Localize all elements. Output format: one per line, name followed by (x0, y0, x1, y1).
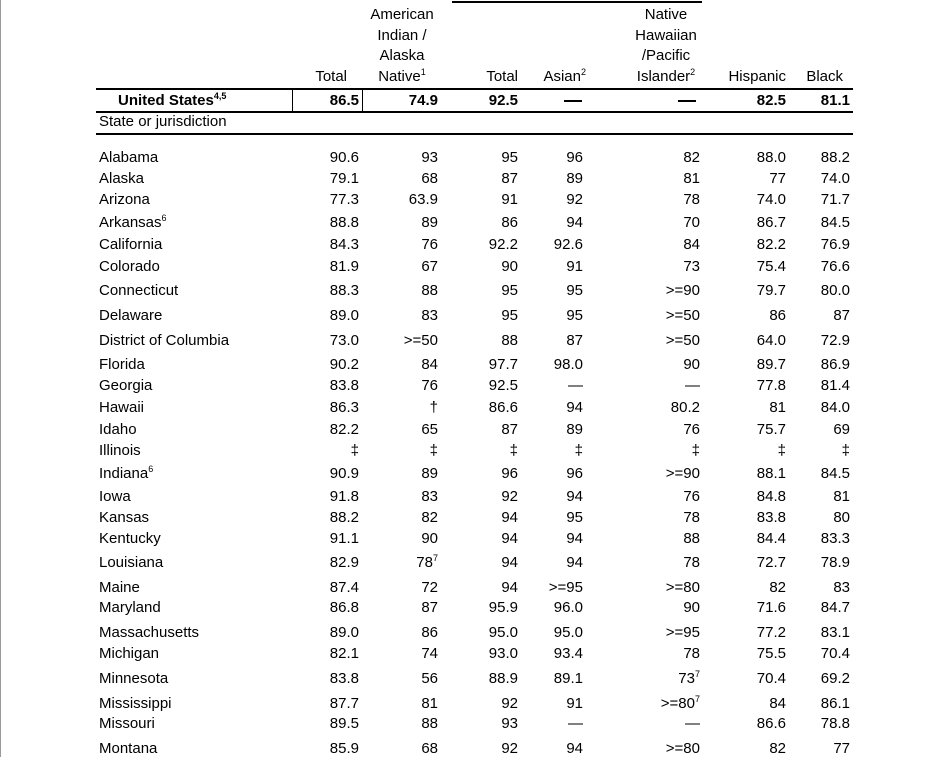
cell-asian: 93.4 (553, 645, 583, 662)
cell-black: 80 (833, 509, 850, 526)
cell-asian: >=95 (548, 579, 583, 596)
cell-total2: 86.6 (488, 399, 518, 416)
header-nhpi-line1: Native (644, 6, 688, 23)
cell-total2: 92.5 (488, 377, 518, 394)
cell-black: 81.4 (820, 377, 850, 394)
state-name: Florida (99, 356, 145, 373)
cell-total: 89.0 (329, 624, 359, 641)
cell-aian: 82 (421, 509, 438, 526)
state-name: Hawaii (99, 399, 145, 416)
cell-nhpi: 81 (683, 170, 700, 187)
us-row-nhpi (670, 92, 704, 110)
cell-black: 84.5 (820, 214, 850, 231)
state-name: Georgia (99, 377, 153, 394)
cell-black: 69.2 (820, 670, 850, 687)
cell-total2: 92 (501, 488, 518, 505)
cell-nhpi: 78 (683, 554, 700, 571)
cell-aian: 87 (421, 599, 438, 616)
cell-black: 71.7 (820, 191, 850, 208)
header-aian-line4: Native$^1$ (378, 66, 426, 85)
header-aian-line3: Alaska (379, 47, 425, 64)
cell-hispanic: 82 (769, 740, 786, 757)
cell-black: 88.2 (820, 149, 850, 166)
cell-asian: — (568, 715, 583, 732)
cell-aian: 88 (421, 715, 438, 732)
cell-total2: 87 (501, 421, 518, 438)
cell-total2: ‡ (509, 442, 518, 459)
state-name: Indiana$^6$ (99, 464, 154, 482)
section-label: State or jurisdiction (99, 113, 227, 130)
cell-aian: 76 (421, 236, 438, 253)
cell-black: 84.5 (820, 465, 850, 482)
cell-aian: 89 (421, 214, 438, 231)
cell-nhpi: 88 (683, 530, 700, 547)
us-row-nhpi-dash (678, 100, 696, 102)
cell-total2: 94 (501, 509, 518, 526)
cell-total2: 90 (501, 258, 518, 275)
cell-aian: >=50 (403, 332, 438, 349)
us-row-label: United States$^{4,5}$ (118, 91, 227, 109)
cell-hispanic: 84 (769, 695, 786, 712)
cell-hispanic: 74.0 (756, 191, 786, 208)
cell-total: 87.7 (329, 695, 359, 712)
cell-asian: 96 (566, 149, 583, 166)
state-name: Maryland (99, 599, 161, 616)
header-black-label: Black (806, 68, 843, 85)
cell-total: 90.6 (329, 149, 359, 166)
cell-aian: 81 (421, 695, 438, 712)
cell-hispanic: 70.4 (756, 670, 786, 687)
cell-total: 90.2 (329, 356, 359, 373)
cell-hispanic: 88.1 (756, 465, 786, 482)
us-row-total: 86.5 (329, 92, 359, 109)
cell-black: ‡ (841, 442, 850, 459)
cell-total2: 95 (501, 307, 518, 324)
cell-aian: 83 (421, 307, 438, 324)
state-name: Kentucky (99, 530, 161, 547)
state-name: Illinois (99, 442, 141, 459)
cell-hispanic: 71.6 (756, 599, 786, 616)
cell-aian: 63.9 (408, 191, 438, 208)
cell-hispanic: 82.2 (756, 236, 786, 253)
state-name: Maine (99, 579, 140, 596)
header-aian-line1: American (370, 6, 434, 23)
header-asian: Asian$^2$ (543, 67, 586, 85)
cell-nhpi: — (685, 377, 700, 394)
cell-asian: 95 (566, 282, 583, 299)
header-hispanic-label: Hispanic (728, 68, 786, 85)
state-name: Arizona (99, 191, 150, 208)
cell-hispanic: 77.2 (756, 624, 786, 641)
state-name: Kansas (99, 509, 150, 526)
cell-nhpi: 78 (683, 645, 700, 662)
us-row-divider-2 (362, 89, 363, 112)
cell-black: 86.1 (820, 695, 850, 712)
cell-total2: 95.0 (488, 624, 518, 641)
cell-total2: 88 (501, 332, 518, 349)
cell-aian: ‡ (429, 442, 438, 459)
cell-hispanic: 81 (769, 399, 786, 416)
header-nhpi-line3: /Pacific (641, 47, 691, 64)
state-name: Arkansas$^6$ (99, 213, 167, 231)
left-border (0, 0, 1, 757)
cell-aian: 93 (421, 149, 438, 166)
cell-nhpi: >=90 (665, 465, 700, 482)
header-nhpi-line2: Hawaiian (635, 26, 697, 44)
state-name: Alabama (99, 149, 159, 166)
header-asian-label: Asian (543, 68, 581, 85)
cell-hispanic: 64.0 (756, 332, 786, 349)
cell-aian: 65 (421, 421, 438, 438)
cell-total2: 87 (501, 170, 518, 187)
cell-asian: 91 (566, 695, 583, 712)
us-row-total2: 92.5 (488, 92, 518, 109)
cell-total: 87.4 (329, 579, 359, 596)
header-aian (352, 5, 452, 87)
header-total-label: Total (315, 68, 347, 85)
cell-aian: 67 (421, 258, 438, 275)
cell-nhpi: 82 (683, 149, 700, 166)
cell-hispanic: 86 (769, 307, 786, 324)
state-name: Iowa (99, 488, 131, 505)
cell-black: 72.9 (820, 332, 850, 349)
header-total (300, 67, 347, 88)
cell-asian: 94 (566, 399, 583, 416)
cell-asian: 89 (566, 170, 583, 187)
header-black (790, 67, 843, 88)
state-name: Mississippi (99, 695, 172, 712)
cell-total: 84.3 (329, 236, 359, 253)
cell-aian: 84 (421, 356, 438, 373)
cell-aian: 74 (421, 645, 438, 662)
us-row-black: 81.1 (820, 92, 850, 109)
cell-total2: 93.0 (488, 645, 518, 662)
cell-total: 85.9 (329, 740, 359, 757)
cell-black: 70.4 (820, 645, 850, 662)
cell-total: 83.8 (329, 670, 359, 687)
cell-total2: 86 (501, 214, 518, 231)
cell-nhpi: 73 (683, 258, 700, 275)
cell-total2: 93 (501, 715, 518, 732)
cell-total: 88.8 (329, 214, 359, 231)
group-top-rule (452, 1, 702, 3)
cell-hispanic: 84.8 (756, 488, 786, 505)
us-row-top-rule (96, 88, 853, 90)
state-name: Colorado (99, 258, 160, 275)
cell-total2: 92.2 (488, 236, 518, 253)
us-row-hispanic: 82.5 (756, 92, 786, 109)
cell-hispanic: 89.7 (756, 356, 786, 373)
state-name: District of Columbia (99, 332, 230, 349)
cell-asian: 95 (566, 509, 583, 526)
cell-total2: 94 (501, 530, 518, 547)
cell-asian: 94 (566, 214, 583, 231)
cell-asian: 96 (566, 465, 583, 482)
cell-black: 83.1 (820, 624, 850, 641)
cell-aian: 76 (421, 377, 438, 394)
header-total2 (470, 67, 518, 88)
us-row-asian-dash (564, 100, 582, 102)
section-rule (96, 133, 853, 135)
us-row-aian: 74.9 (408, 92, 438, 109)
cell-total: 90.9 (329, 465, 359, 482)
header-nhpi-line4: Islander$^2$ (636, 66, 696, 85)
cell-asian: 96.0 (553, 599, 583, 616)
state-name: Michigan (99, 645, 160, 662)
cell-total: 86.8 (329, 599, 359, 616)
cell-total: 89.0 (329, 307, 359, 324)
cell-total2: 97.7 (488, 356, 518, 373)
state-name: Idaho (99, 421, 137, 438)
header-hispanic (712, 67, 786, 88)
cell-black: 78.8 (820, 715, 850, 732)
cell-total: 88.2 (329, 509, 359, 526)
cell-aian: 83 (421, 488, 438, 505)
cell-asian: 89 (566, 421, 583, 438)
cell-hispanic: 75.4 (756, 258, 786, 275)
cell-black: 80.0 (820, 282, 850, 299)
cell-total2: 92 (501, 695, 518, 712)
cell-black: 83 (833, 579, 850, 596)
cell-black: 69 (833, 421, 850, 438)
cell-nhpi: 90 (683, 599, 700, 616)
cell-nhpi: >=90 (665, 282, 700, 299)
cell-asian: 95.0 (553, 624, 583, 641)
cell-hispanic: ‡ (777, 442, 786, 459)
cell-asian: 92.6 (553, 236, 583, 253)
cell-total2: 88.9 (488, 670, 518, 687)
cell-nhpi: 90 (683, 356, 700, 373)
cell-total: 79.1 (329, 170, 359, 187)
cell-asian: 98.0 (553, 356, 583, 373)
state-name: Connecticut (99, 282, 179, 299)
cell-aian: 86 (421, 624, 438, 641)
us-row-asian (556, 92, 590, 110)
cell-total2: 96 (501, 465, 518, 482)
cell-black: 81 (833, 488, 850, 505)
cell-black: 77 (833, 740, 850, 757)
header-aian-line2: Indian / (377, 26, 427, 44)
cell-aian: 89 (421, 465, 438, 482)
cell-hispanic: 82 (769, 579, 786, 596)
cell-hispanic: 72.7 (756, 554, 786, 571)
cell-nhpi: $73^7$ (678, 669, 700, 687)
cell-hispanic: 88.0 (756, 149, 786, 166)
cell-total: 77.3 (329, 191, 359, 208)
cell-nhpi: 80.2 (670, 399, 700, 416)
cell-aian: 68 (421, 170, 438, 187)
cell-total: 91.1 (329, 530, 359, 547)
cell-asian: 95 (566, 307, 583, 324)
cell-total: 82.1 (329, 645, 359, 662)
cell-black: 83.3 (820, 530, 850, 547)
cell-nhpi: 76 (683, 488, 700, 505)
cell-nhpi: 78 (683, 509, 700, 526)
cell-aian: 68 (421, 740, 438, 757)
state-name: Delaware (99, 307, 163, 324)
cell-total: 73.0 (329, 332, 359, 349)
cell-total2: 95 (501, 282, 518, 299)
cell-aian: $78^7$ (416, 553, 438, 571)
cell-nhpi: — (685, 715, 700, 732)
cell-hispanic: 84.4 (756, 530, 786, 547)
cell-hispanic: 83.8 (756, 509, 786, 526)
cell-nhpi: >=80 (665, 740, 700, 757)
cell-asian: 94 (566, 740, 583, 757)
cell-total: 86.3 (329, 399, 359, 416)
cell-black: 86.9 (820, 356, 850, 373)
cell-total: 83.8 (329, 377, 359, 394)
cell-black: 78.9 (820, 554, 850, 571)
cell-asian: — (568, 377, 583, 394)
cell-black: 74.0 (820, 170, 850, 187)
cell-total: 82.9 (329, 554, 359, 571)
cell-nhpi: >=50 (665, 332, 700, 349)
cell-asian: 94 (566, 488, 583, 505)
cell-total2: 92 (501, 740, 518, 757)
cell-black: 87 (833, 307, 850, 324)
cell-asian: 91 (566, 258, 583, 275)
header-nhpi (616, 5, 716, 87)
cell-nhpi: ‡ (691, 442, 700, 459)
cell-total: 81.9 (329, 258, 359, 275)
cell-hispanic: 77 (769, 170, 786, 187)
cell-aian: 72 (421, 579, 438, 596)
cell-total: 82.2 (329, 421, 359, 438)
cell-asian: 94 (566, 530, 583, 547)
cell-nhpi: 76 (683, 421, 700, 438)
cell-black: 84.0 (820, 399, 850, 416)
cell-total2: 94 (501, 579, 518, 596)
cell-nhpi: >=50 (665, 307, 700, 324)
cell-hispanic: 75.7 (756, 421, 786, 438)
cell-total: ‡ (350, 442, 359, 459)
cell-total2: 91 (501, 191, 518, 208)
us-row-divider-1 (292, 89, 293, 112)
cell-hispanic: 75.5 (756, 645, 786, 662)
cell-hispanic: 86.7 (756, 214, 786, 231)
state-name: California (99, 236, 163, 253)
cell-aian: † (429, 399, 438, 416)
state-name: Massachusetts (99, 624, 200, 641)
cell-aian: 90 (421, 530, 438, 547)
cell-total2: 95.9 (488, 599, 518, 616)
cell-asian: 92 (566, 191, 583, 208)
cell-nhpi: >=95 (665, 624, 700, 641)
header-total2-label: Total (486, 68, 518, 85)
cell-aian: 88 (421, 282, 438, 299)
cell-nhpi: 70 (683, 214, 700, 231)
cell-total: 89.5 (329, 715, 359, 732)
cell-total2: 94 (501, 554, 518, 571)
state-name: Louisiana (99, 554, 164, 571)
cell-black: 84.7 (820, 599, 850, 616)
state-name: Minnesota (99, 670, 169, 687)
cell-total: 91.8 (329, 488, 359, 505)
state-name: Alaska (99, 170, 145, 187)
cell-hispanic: 77.8 (756, 377, 786, 394)
cell-nhpi: >=80 (665, 579, 700, 596)
cell-nhpi: $>=80^7$ (660, 694, 700, 712)
state-name: Missouri (99, 715, 155, 732)
cell-nhpi: 78 (683, 191, 700, 208)
cell-asian: ‡ (574, 442, 583, 459)
state-name: Montana (99, 740, 158, 757)
cell-black: 76.6 (820, 258, 850, 275)
cell-aian: 56 (421, 670, 438, 687)
cell-asian: 87 (566, 332, 583, 349)
cell-asian: 89.1 (553, 670, 583, 687)
cell-hispanic: 86.6 (756, 715, 786, 732)
cell-hispanic: 79.7 (756, 282, 786, 299)
cell-black: 76.9 (820, 236, 850, 253)
cell-total2: 95 (501, 149, 518, 166)
cell-total: 88.3 (329, 282, 359, 299)
cell-asian: 94 (566, 554, 583, 571)
cell-nhpi: 84 (683, 236, 700, 253)
